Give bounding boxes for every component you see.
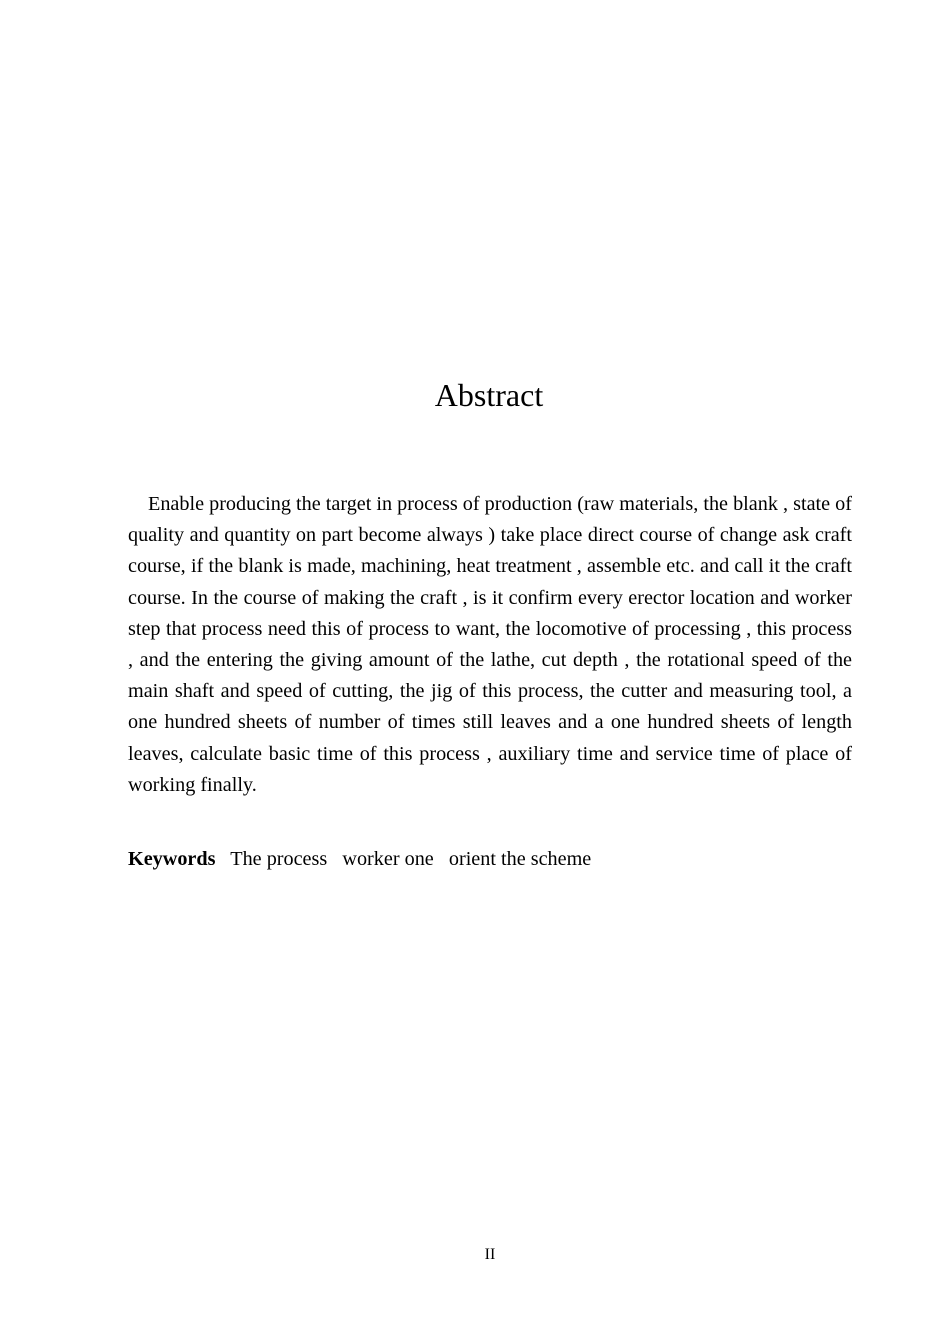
keywords-text: The process worker one orient the scheme: [215, 848, 592, 870]
keywords-line: [128, 844, 852, 875]
page-title: Abstract: [434, 377, 544, 413]
abstract-paragraph: Enable producing the target in process of production (raw materials, the blank , state of quality and quantity on part become always ) take place direct course of change ask craft course, if the blank is made, machining, heat treatment , assemble etc. and call it the craft course. In the course of making the craft , is it confirm every erector location and worker step that process need this of process to want, the locomotive of processing , this process , and the entering the giving amount of the lathe, cut depth , the rotational speed of the main shaft and speed of cutting, the jig of this process, the cutter and measuring tool, a one hundred sheets of number of times still leaves and a one hundred sheets of length leaves, calculate basic time of this process , auxiliary time and service time of place of working finally.: [128, 493, 852, 796]
page-number: II: [484, 1246, 496, 1263]
keywords-label: Keywords: [128, 848, 216, 870]
